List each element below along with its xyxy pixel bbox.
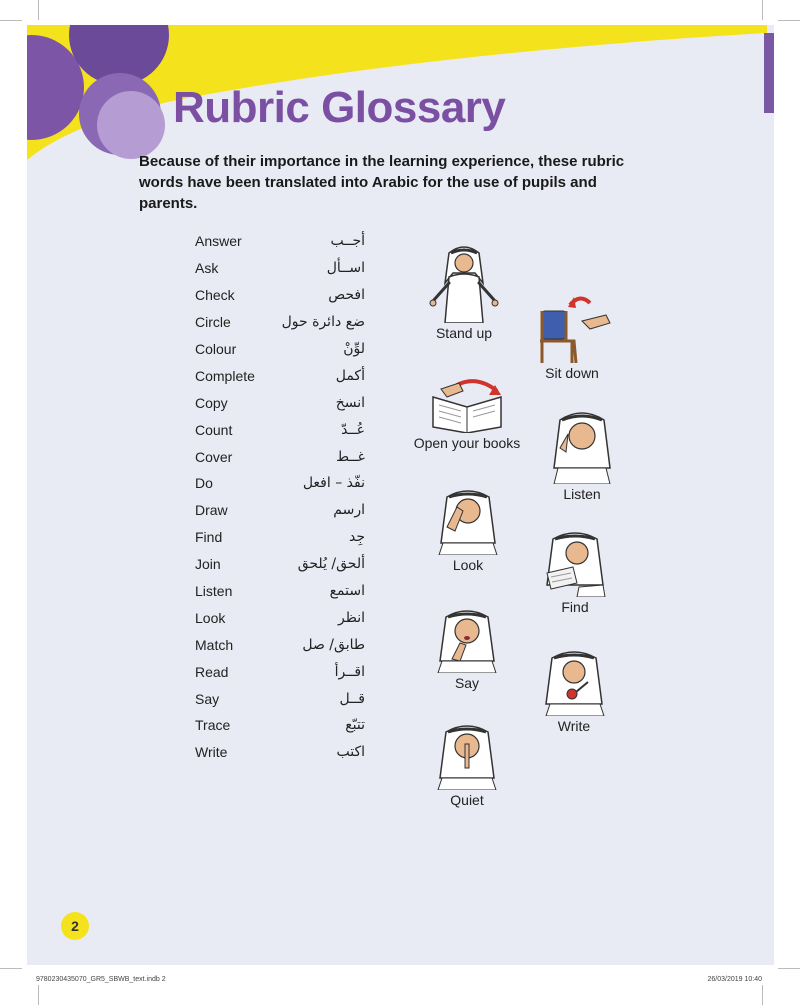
glossary-translation: اكتب [336, 744, 365, 761]
action-label: Look [452, 557, 484, 573]
page [27, 25, 774, 965]
glossary-row [195, 631, 365, 658]
glossary-term: Match [195, 636, 234, 653]
action-label: Open your books [413, 435, 521, 451]
action-find [540, 529, 610, 615]
glossary-translation: اســأل [326, 260, 365, 277]
glossary-row [195, 578, 365, 605]
person-standing-icon [429, 243, 499, 323]
action-say [427, 607, 507, 691]
glossary-term: Cover [195, 448, 233, 465]
glossary-term: Look [195, 609, 226, 626]
purple-edge-tab [764, 33, 774, 113]
glossary-row [195, 497, 365, 524]
glossary-row [195, 336, 365, 363]
glossary-translation: أكمل [335, 367, 365, 384]
glossary-row [195, 362, 365, 389]
action-look [428, 487, 508, 573]
glossary-row [195, 416, 365, 443]
intro-text: Because of their importance in the learning experience, these rubric words have been translated into Arabic for the use of pupils and parents. [139, 153, 625, 212]
glossary-translation: افحص [328, 287, 365, 304]
glossary-translation: عُــدّ [341, 421, 365, 438]
glossary-translation: ألحق/ يُلحق [297, 556, 365, 573]
glossary-row [195, 524, 365, 551]
glossary-row [195, 739, 365, 766]
action-listen [547, 408, 617, 502]
glossary-translation: انسخ [335, 394, 365, 411]
action-label: Listen [563, 486, 601, 502]
action-label: Stand up [435, 325, 493, 341]
glossary-term: Write [195, 744, 228, 761]
decorative-circle [97, 91, 165, 159]
glossary-term: Draw [195, 502, 228, 519]
glossary-term: Ask [195, 260, 219, 277]
glossary-translation: استمع [329, 583, 365, 600]
glossary-translation: نفّذ – افعل [302, 475, 365, 492]
glossary-term: Copy [195, 394, 228, 411]
glossary-list [195, 228, 365, 766]
page-number-badge: 2 [61, 912, 89, 940]
person-writing-icon [542, 648, 606, 716]
person-listening-icon [550, 408, 614, 484]
footer-file-name: 9780230435070_GR5_SBWB_text.indb 2 [36, 976, 166, 983]
action-label: Find [561, 599, 589, 615]
glossary-row [195, 470, 365, 497]
crop-mark [0, 968, 22, 969]
crop-mark [38, 0, 39, 20]
glossary-row [195, 604, 365, 631]
glossary-term: Do [195, 475, 213, 492]
glossary-translation: غــط [336, 448, 365, 465]
glossary-translation: قــل [339, 690, 365, 707]
person-reading-icon [543, 529, 607, 597]
glossary-translation: طابق/ صل [302, 636, 365, 653]
footer-timestamp: 26/03/2019 10:40 [707, 976, 762, 983]
glossary-row [195, 389, 365, 416]
glossary-row [195, 658, 365, 685]
glossary-term: Join [195, 556, 221, 573]
glossary-term: Colour [195, 341, 237, 357]
glossary-translation: انظر [338, 609, 365, 626]
glossary-row [195, 228, 365, 255]
glossary-row [195, 282, 365, 309]
crop-mark [0, 20, 22, 21]
glossary-term: Complete [195, 367, 255, 384]
glossary-term: Listen [195, 583, 233, 600]
action-quiet [427, 722, 507, 808]
action-label: Sit down [545, 365, 599, 381]
action-label: Write [557, 718, 591, 734]
glossary-term: Find [195, 529, 223, 546]
glossary-row [195, 443, 365, 470]
glossary-translation: لوِّنْ [343, 341, 365, 357]
glossary-term: Trace [195, 717, 231, 734]
crop-mark [778, 20, 800, 21]
person-looking-icon [433, 487, 503, 555]
person-quiet-icon [432, 722, 502, 790]
glossary-translation: جِد [348, 529, 365, 546]
glossary-translation: أجــب [330, 233, 365, 250]
glossary-term: Read [195, 663, 229, 680]
chair-icon [532, 293, 612, 363]
glossary-translation: تتبّع [345, 717, 365, 734]
glossary-term: Say [195, 690, 220, 707]
action-sit-down [532, 293, 612, 381]
glossary-term: Count [195, 421, 233, 438]
crop-mark [762, 0, 763, 20]
crop-mark [38, 985, 39, 1005]
action-label: Quiet [450, 792, 484, 808]
action-open-books [407, 375, 527, 451]
glossary-row [195, 309, 365, 336]
crop-mark [762, 985, 763, 1005]
action-write [539, 648, 609, 734]
glossary-row [195, 712, 365, 739]
glossary-translation: ضع دائرة حول [281, 314, 365, 331]
open-book-icon [427, 375, 507, 433]
person-speaking-icon [432, 607, 502, 673]
glossary-term: Answer [195, 233, 242, 250]
glossary-translation: ارسم [333, 502, 365, 519]
glossary-row [195, 255, 365, 282]
glossary-term: Circle [195, 314, 231, 331]
glossary-translation: اقــرأ [334, 663, 365, 680]
action-stand-up [419, 243, 509, 341]
page-title: Rubric Glossary [173, 83, 506, 132]
glossary-term: Check [195, 287, 235, 304]
action-label: Say [454, 675, 480, 691]
glossary-row [195, 551, 365, 578]
crop-mark [778, 968, 800, 969]
glossary-row [195, 685, 365, 712]
